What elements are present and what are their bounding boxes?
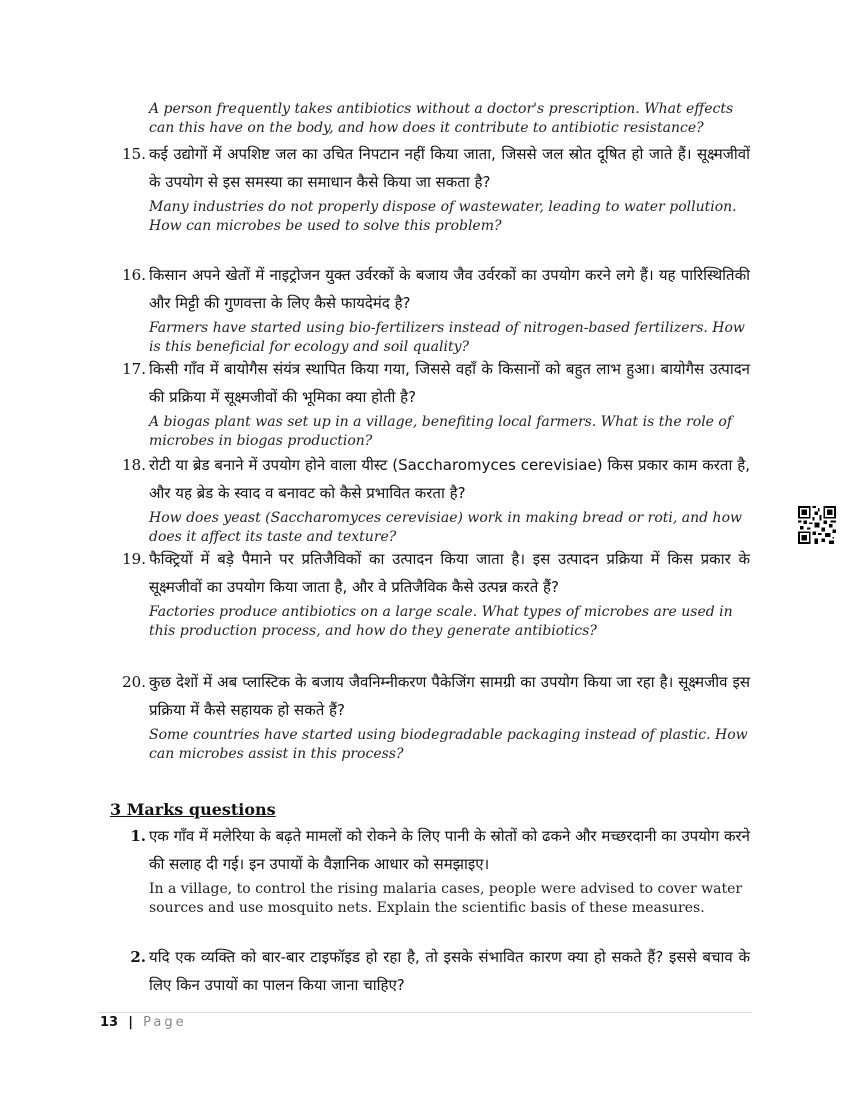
question-english: Factories produce antibiotics on a large scale. What types of microbes are used in this production process, and how do they generate antibiotics?: [149, 604, 733, 639]
question-hindi: कई उद्योगों में अपशिष्ट जल का उचित निपटान नहीं किया जाता, जिससे जल स्रोत दूषित हो जाते हैं। सूक्ष्मजीवों के उपयोग से इस समस्या का समाधान कैसे किया जा सकता है?: [149, 145, 750, 191]
question-number: 1.: [130, 827, 146, 845]
section-heading: 3 Marks questions: [110, 800, 276, 819]
footer-divider: [98, 1012, 752, 1013]
footer-separator: |: [128, 1015, 133, 1030]
question-number: 16.: [122, 266, 146, 284]
page-number: 13: [100, 1015, 119, 1030]
question-number: 19.: [122, 550, 146, 568]
question-number: 17.: [122, 360, 146, 378]
three-mark-question-1: [110, 822, 750, 918]
question-english: Some countries have started using biodegradable packaging instead of plastic. How can microbes assist in this process?: [149, 727, 748, 762]
question-19: [110, 545, 750, 641]
question-hindi: किसी गाँव में बायोगैस संयंत्र स्थापित किया गया, जिससे वहाँ के किसानों को बहुत लाभ हुआ। बायोगैस उत्पादन की प्रक्रिया में सूक्ष्मजीवों की भूमिका क्या होती है?: [149, 360, 750, 406]
intro-english-question: A person frequently takes antibiotics without a doctor's prescription. What effects can this have on the body, and how does it contribute to antibiotic resistance?: [149, 101, 734, 136]
question-16: [110, 261, 750, 357]
question-18: [110, 451, 750, 547]
question-number: 15.: [122, 145, 146, 163]
question-number: 20.: [122, 673, 146, 691]
question-hindi: किसान अपने खेतों में नाइट्रोजन युक्त उर्वरकों के बजाय जैव उर्वरकों का उपयोग करने लगे हैं। यह पारिस्थितिकी और मिट्टी की गुणवत्ता के लिए कैसे फायदेमंद है?: [149, 266, 750, 312]
question-english: How does yeast (Saccharomyces cerevisiae) work in making bread or roti, and how does it affect its taste and texture?: [149, 510, 742, 545]
three-mark-question-2: [110, 943, 750, 999]
question-20: [110, 668, 750, 764]
question-15: [110, 140, 750, 236]
page-footer: [100, 1015, 187, 1030]
question-17: [110, 355, 750, 451]
qr-code-icon: [798, 506, 836, 544]
question-hindi: रोटी या ब्रेड बनाने में उपयोग होने वाला यीस्ट (Saccharomyces cerevisiae) किस प्रकार काम करता है, और यह ब्रेड के स्वाद व बनावट को कैसे प्रभावित करता है?: [149, 456, 750, 502]
question-number: 18.: [122, 456, 146, 474]
question-english: In a village, to control the rising malaria cases, people were advised to cover water sources and use mosquito nets. Explain the scientific basis of these measures.: [149, 881, 743, 916]
question-hindi: यदि एक व्यक्ति को बार-बार टाइफॉइड हो रहा है, तो इसके संभावित कारण क्या हो सकते हैं? इससे बचाव के लिए किन उपायों का पालन किया जाना चाहिए?: [149, 948, 750, 994]
question-english: Many industries do not properly dispose of wastewater, leading to water pollution. How can microbes be used to solve this problem?: [149, 199, 737, 234]
question-number: 2.: [130, 948, 146, 966]
question-hindi: एक गाँव में मलेरिया के बढ़ते मामलों को रोकने के लिए पानी के स्रोतों को ढकने और मच्छरदानी का उपयोग करने की सलाह दी गई। इन उपायों के वैज्ञानिक आधार को समझाइए।: [149, 827, 750, 873]
page-label: Page: [143, 1015, 187, 1030]
question-english: Farmers have started using bio-fertilizers instead of nitrogen-based fertilizers. How is this beneficial for ecology and soil quality?: [149, 320, 745, 355]
question-english: A biogas plant was set up in a village, benefiting local farmers. What is the role of microbes in biogas production?: [149, 414, 733, 449]
question-hindi: फैक्ट्रियों में बड़े पैमाने पर प्रतिजैविकों का उत्पादन किया जाता है। इस उत्पादन प्रक्रिया में किस प्रकार के सूक्ष्मजीवों का उपयोग किया जाता है, और वे प्रतिजैविक कैसे उत्पन्न करते हैं?: [149, 550, 750, 596]
question-hindi: कुछ देशों में अब प्लास्टिक के बजाय जैवनिम्नीकरण पैकेजिंग सामग्री का उपयोग किया जा रहा है। सूक्ष्मजीव इस प्रक्रिया में कैसे सहायक हो सकते हैं?: [149, 673, 750, 719]
